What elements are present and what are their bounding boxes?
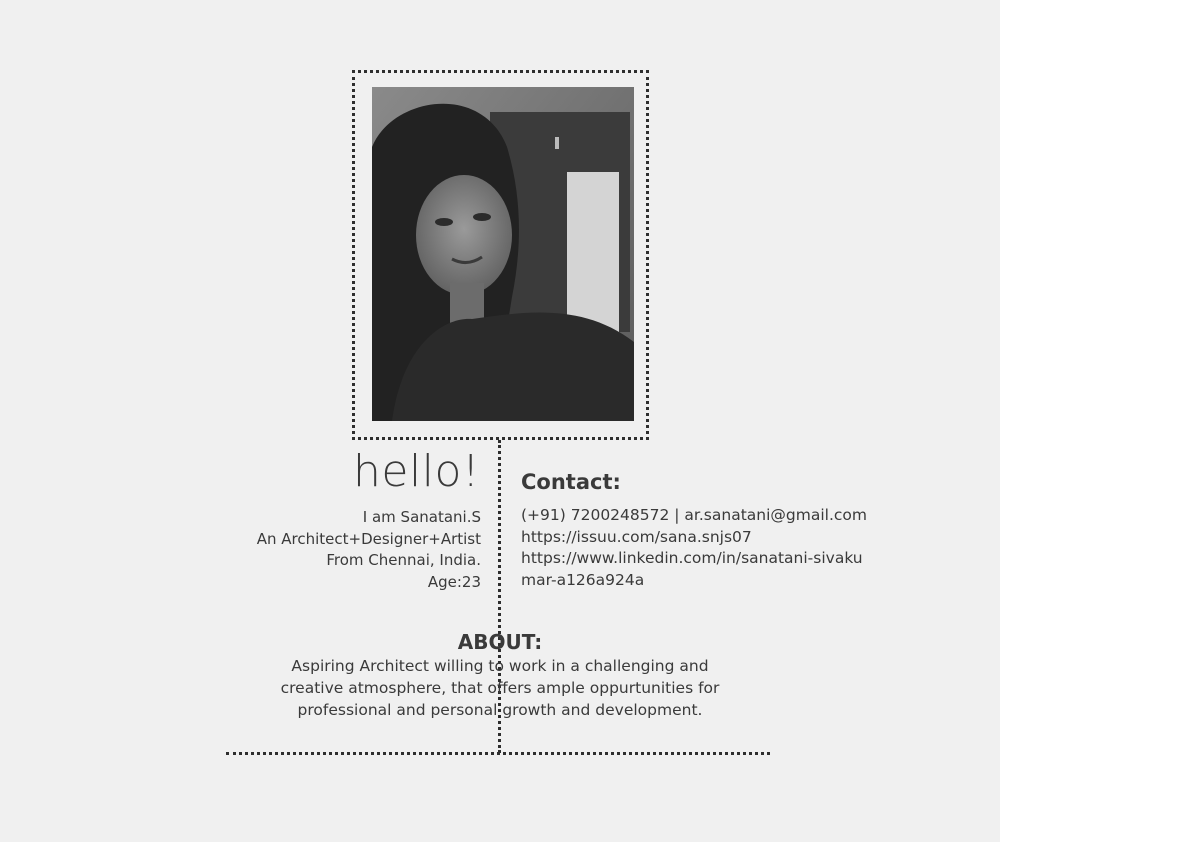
contact-issuu-link[interactable]: https://issuu.com/sana.snjs07 bbox=[521, 527, 752, 546]
profile-photo bbox=[372, 87, 634, 421]
intro-line: From Chennai, India. bbox=[326, 551, 481, 569]
about-line: creative atmosphere, that offers ample oppurtunities for bbox=[280, 679, 720, 697]
about-line: professional and personal growth and development. bbox=[297, 701, 703, 719]
dotted-bottom-divider bbox=[226, 752, 770, 755]
contact-block bbox=[521, 505, 921, 591]
contact-heading: Contact: bbox=[521, 470, 621, 494]
greeting-heading: hello! bbox=[353, 446, 480, 497]
about-heading: ABOUT: bbox=[457, 630, 543, 654]
about-line: Aspiring Architect willing to work in a challenging and bbox=[291, 657, 709, 675]
contact-phone-email: (+91) 7200248572 | ar.sanatani@gmail.com bbox=[521, 506, 867, 524]
intro-line: I am Sanatani.S bbox=[362, 508, 481, 526]
contact-linkedin-link-cont[interactable]: mar-a126a924a bbox=[521, 570, 645, 589]
about-paragraph bbox=[200, 655, 800, 721]
intro-line: An Architect+Designer+Artist bbox=[256, 529, 481, 548]
intro-block bbox=[200, 507, 481, 593]
intro-line: Age:23 bbox=[427, 572, 481, 591]
contact-linkedin-link[interactable]: https://www.linkedin.com/in/sanatani-sivaku bbox=[521, 549, 863, 567]
